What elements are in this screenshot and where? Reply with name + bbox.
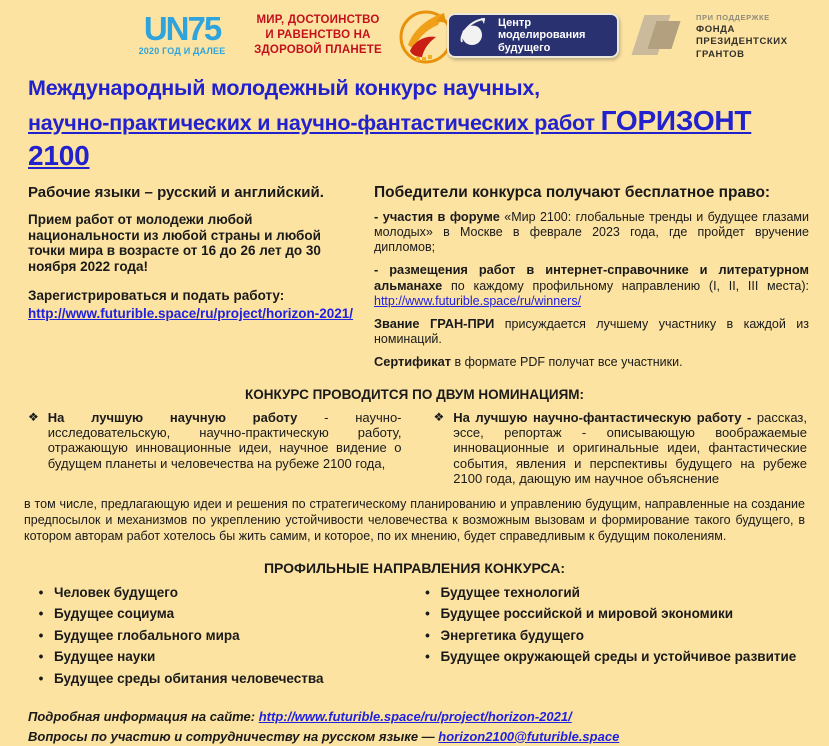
- nomination-science-text: [48, 410, 402, 487]
- benefit-publication-bold: - размещения работ в интернет-справочнике и литературном альманахе: [374, 261, 809, 293]
- presidential-grants-fund-logo: [634, 13, 788, 61]
- working-languages: Рабочие языки – русский и английский.: [28, 183, 324, 201]
- benefit-forum-text: «Мир 2100: глобальные тренды и будущее глазами молодых» в Москве в феврале 2023 года, где пройдет вручение дипломов;: [374, 209, 809, 254]
- future-modeling-center-label: [498, 17, 609, 55]
- benefit-forum-bold: - участия в форуме: [374, 208, 500, 224]
- register-label: Зарегистрироваться и подать работу:: [28, 288, 285, 304]
- nomination-science-rest: - научно-исследовательскую, научно-практическую работу, отражающую инновационные идеи, научное видение о будущем планеты и человечества на рубеже 2100 года,: [47, 409, 402, 471]
- fund-name-line: ФОНДА: [696, 24, 735, 35]
- un-slogan: [230, 13, 406, 58]
- direction-item: [28, 649, 415, 665]
- grand-prix-text: присуждается лучшему участнику в каждой из номинаций.: [374, 316, 809, 346]
- bullet-dot-icon: •: [38, 606, 44, 622]
- horizon-flame-icon: [398, 7, 454, 70]
- fund-support-label: ПРИ ПОДДЕРЖКЕ: [696, 13, 770, 22]
- fund-parallelogram-icon: [634, 13, 686, 57]
- direction-label: Будущее науки: [54, 649, 156, 665]
- direction-item: [28, 606, 415, 622]
- nomination-scifi-text: [453, 410, 807, 487]
- direction-item: [28, 585, 415, 601]
- direction-label: Будущее окружающей среды и устойчивое развитие: [440, 649, 797, 665]
- winners-heading: Победители конкурса получают бесплатное право:: [374, 183, 771, 201]
- direction-label: Человек будущего: [54, 584, 178, 600]
- directions-heading: ПРОФИЛЬНЫЕ НАПРАВЛЕНИЯ КОНКУРСА:: [263, 559, 566, 576]
- grand-prix-note: [374, 316, 809, 347]
- page-title: [28, 77, 801, 173]
- page-title-line2-prefix: научно-практических и научно-фантастических работ: [28, 110, 601, 135]
- bullet-dot-icon: •: [425, 649, 430, 665]
- direction-item: [415, 585, 802, 601]
- direction-item: [415, 649, 802, 665]
- direction-item: [415, 628, 802, 644]
- nomination-science: [22, 410, 402, 487]
- winners-info-column: [374, 184, 809, 377]
- direction-label: Будущее глобального мира: [54, 627, 240, 643]
- certificate-note: [374, 354, 809, 370]
- directions-row: [28, 585, 801, 693]
- benefit-publication-text: по каждому профильному направлению (I, II, III места):: [442, 278, 809, 293]
- bullet-dot-icon: •: [38, 584, 44, 600]
- contest-name: ГОРИЗОНТ 2100: [28, 104, 752, 171]
- page-title-line1: Международный молодежный конкурс научных,: [28, 76, 540, 100]
- un75-logo: [126, 12, 238, 56]
- diamond-bullet-icon: ❖: [28, 409, 39, 424]
- direction-label: Будущее социума: [54, 606, 175, 622]
- bullet-dot-icon: •: [425, 584, 430, 600]
- nomination-scifi: [428, 410, 808, 487]
- un-slogan-line: И РАВЕНСТВО НА: [265, 28, 371, 41]
- info-section: [28, 184, 809, 377]
- un75-logo-text: UN75: [143, 10, 221, 47]
- nominations-common-paragraph: в том числе, предлагающую идеи и решения по стратегическому планированию и управлению будущим, направленные на создание предпосылок и механизмов по укреплению устойчивости человечества к возможным вызовам и формирование такого будущего, в котором авторам работ хотелось бы жить самим, и которое, по их мнению, будет справедливым к будущим поколениям.: [24, 497, 805, 543]
- grand-prix-bold: Звание ГРАН-ПРИ: [374, 315, 495, 331]
- nomination-scifi-rest: рассказ, эссе, репортаж - описывающую воображаемые инновационные и оригинальные идеи, фантастические события, явления и перспективы будущего на рубеже 2100 года, дающую им научное объяснение: [453, 409, 808, 486]
- winner-benefit-forum: [374, 209, 809, 255]
- submission-terms: Прием работ от молодежи любой национальности из любой страны и любой точки мира в возрасте от 16 до 26 лет до 30 ноября 2022 года!: [28, 211, 321, 275]
- winner-benefit-publication: [374, 262, 809, 309]
- footer: [28, 707, 801, 746]
- un-slogan-line: ЗДОРОВОЙ ПЛАНЕТЕ: [254, 43, 382, 56]
- certificate-text: в формате PDF получат все участники.: [451, 354, 683, 369]
- fund-name-line: ПРЕЗИДЕНТСКИХ: [696, 36, 788, 48]
- direction-label: Энергетика будущего: [440, 627, 585, 643]
- nomination-science-bold: На лучшую научную работу: [47, 409, 298, 425]
- footer-info-label: Подробная информация на сайте:: [28, 709, 259, 725]
- contact-email-link[interactable]: horizon2100@futurible.space: [438, 728, 620, 744]
- cmb-label-line2: будущего: [498, 41, 551, 54]
- direction-label: Будущее российской и мировой экономики: [440, 606, 733, 622]
- certificate-bold: Сертификат: [374, 353, 451, 369]
- bullet-dot-icon: •: [425, 627, 430, 643]
- direction-label: Будущее среды обитания человечества: [54, 670, 324, 686]
- register-link[interactable]: http://www.futurible.space/ru/project/horizon-2021/: [28, 306, 354, 322]
- planet-orbit-icon: [457, 16, 491, 55]
- bullet-dot-icon: •: [38, 649, 44, 665]
- directions-right-column: [415, 585, 802, 693]
- nomination-scifi-bold: На лучшую научно-фантастическую работу -: [453, 409, 752, 425]
- page-title-line2: [28, 103, 801, 173]
- bullet-dot-icon: •: [38, 627, 44, 643]
- nominations-heading: КОНКУРС ПРОВОДИТСЯ ПО ДВУМ НОМИНАЦИЯМ:: [244, 386, 585, 402]
- future-modeling-center-logo: [447, 13, 619, 58]
- directions-left-column: [28, 585, 415, 693]
- footer-contact-label: Вопросы по участию и сотрудничеству на русском языке —: [28, 728, 439, 744]
- diamond-bullet-icon: ❖: [433, 409, 445, 424]
- nominations-row: [22, 410, 807, 487]
- direction-label: Будущее технологий: [440, 584, 580, 600]
- un75-logo-subtext: 2020 ГОД И ДАЛЕЕ: [138, 46, 226, 56]
- footer-contact-line: [28, 727, 801, 746]
- site-info-link[interactable]: http://www.futurible.space/ru/project/horizon-2021/: [258, 709, 572, 725]
- header: [0, 0, 829, 70]
- winners-link[interactable]: http://www.futurible.space/ru/winners/: [374, 293, 582, 308]
- direction-item: [415, 606, 802, 622]
- participation-info-column: [28, 184, 360, 377]
- fund-logo-text: [696, 13, 788, 61]
- bullet-dot-icon: •: [425, 606, 430, 622]
- direction-item: [28, 671, 415, 687]
- bullet-dot-icon: •: [38, 670, 44, 686]
- fund-name-line: ГРАНТОВ: [696, 48, 745, 60]
- footer-info-line: [28, 707, 801, 727]
- cmb-label-line1: Центр моделирования: [498, 16, 586, 42]
- direction-item: [28, 628, 415, 644]
- un-slogan-line: МИР, ДОСТОИНСТВО: [256, 14, 380, 26]
